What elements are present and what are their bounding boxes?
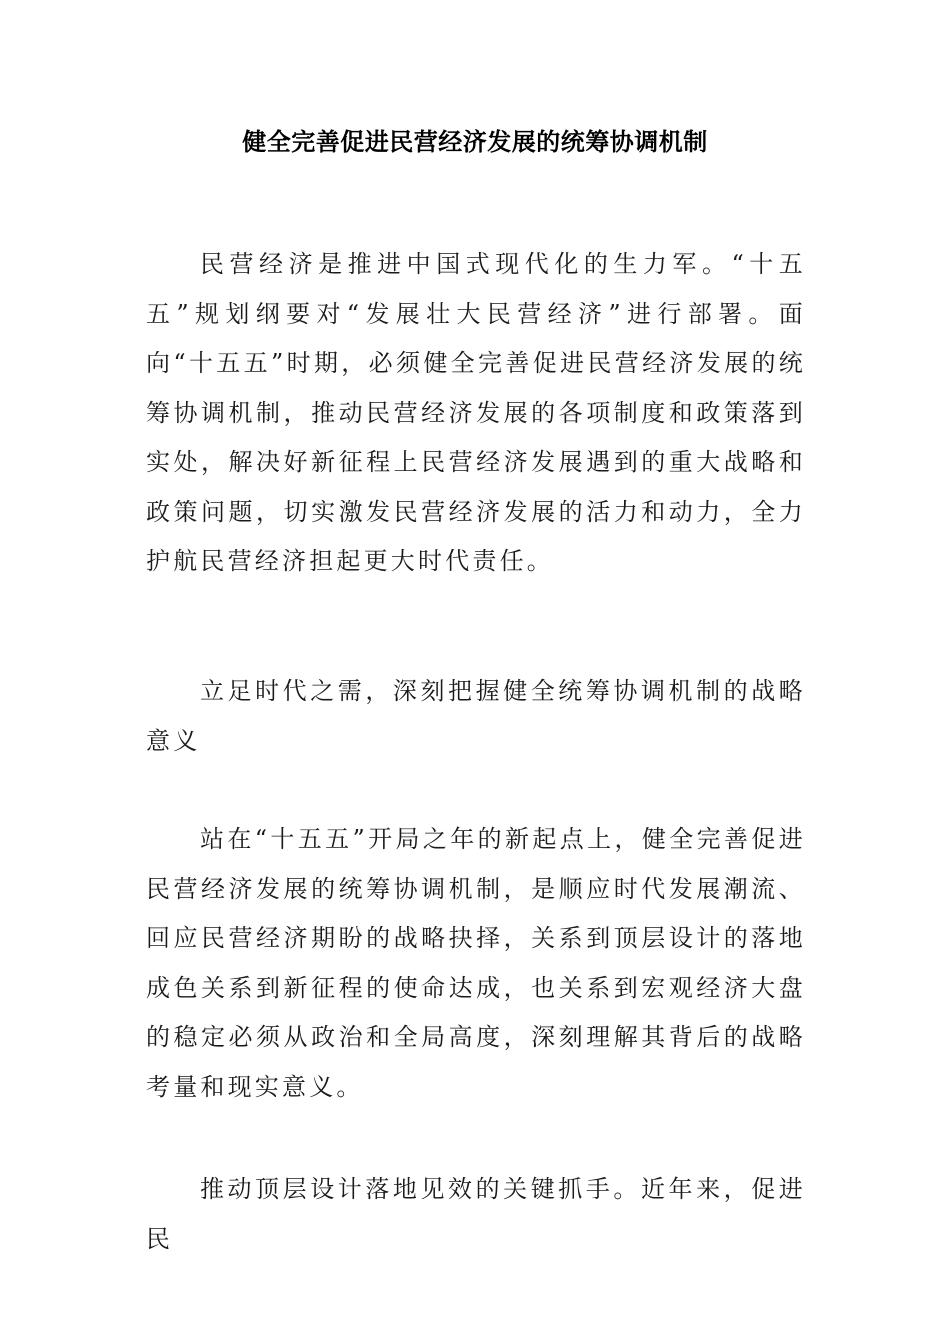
paragraph-intro: 民营经济是推进中国式现代化的生力军。“十五五”规划纲要对“发展壮大民营经济”进行部署。面向“十五五”时期，必须健全完善促进民营经济发展的统筹协调机制，推动民营经济发展的各项制度和政策落到实处，解决好新征程上民营经济发展遇到的重大战略和政策问题，切实激发民营经济发展的活力和动力，全力护航民营经济担起更大时代责任。 <box>146 250 806 575</box>
paragraph-section-heading: 立足时代之需，深刻把握健全统筹协调机制的战略意义 <box>146 677 806 755</box>
paragraph-key-lever: 推动顶层设计落地见效的关键抓手。近年来，促进民 <box>146 1175 806 1253</box>
document-title: 健全完善促进民营经济发展的统筹协调机制 <box>242 128 708 156</box>
paragraph-strategic-significance: 站在“十五五”开局之年的新起点上，健全完善促进民营经济发展的统筹协调机制，是顺应时代发展潮流、回应民营经济期盼的战略抉择，关系到顶层设计的落地成色关系到新征程的使命达成，也关系到宏观经济大盘的稳定必须从政治和全局高度，深刻理解其背后的战略考量和现实意义。 <box>146 825 806 1101</box>
